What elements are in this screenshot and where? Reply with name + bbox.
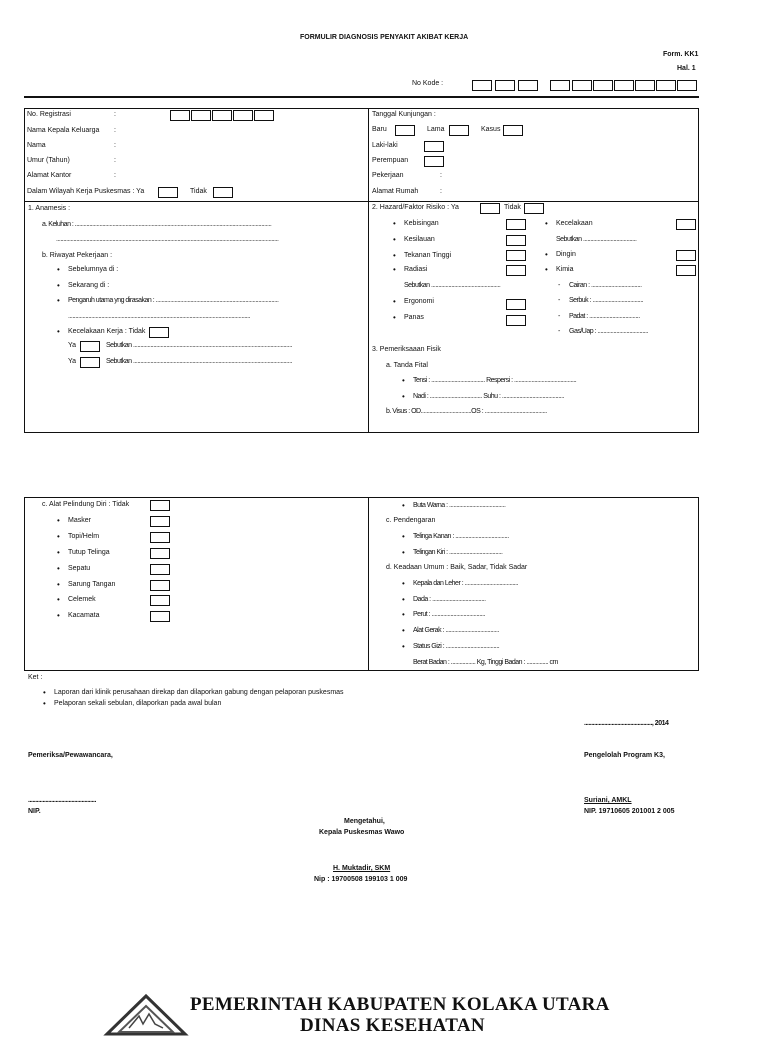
ket-label: Ket : [28,674,43,681]
pengelola-label: Pengelolah Program K3, [584,752,665,759]
mengetahui-label: Mengetahui, [344,818,385,825]
kepala-puskesmas-label: Kepala Puskesmas Wawo [319,829,405,836]
berat-badan-line: Berat Badan : ................. Kg, Tinggi Badan : ............... cm [413,659,558,666]
telinga-kiri-line: • Telingan Kiri : ..................................... [413,549,502,557]
colon: : [114,111,116,118]
pendengaran-label: c. Pendengaran [386,517,436,524]
lama-box[interactable] [449,125,469,136]
dada-line: • Dada : ..................................... [413,596,486,604]
baru-label: Baru [372,126,387,133]
nadi-line: • Nadi : .................................... Suhu : ........................................... [413,393,564,401]
hazard-title: 2. Hazard/Faktor Risiko : Ya [372,204,459,211]
hazard-tidak-box[interactable] [524,203,544,214]
sebutkan-kecelakaan: Sebutkan ..................................... [556,236,637,243]
ya-label: Ya [68,358,77,365]
telinga-kanan-line: • Telinga Kanan : ..................................... [413,533,509,541]
keluhan-line: a. Keluhan : ........................................................................................................................................ [42,221,272,228]
kode-box[interactable] [593,80,613,91]
registrasi-box[interactable] [191,110,211,121]
kacamata-box[interactable] [150,611,170,622]
form-code: Form. KK1 [663,51,699,58]
nama-kk-label: Nama Kepala Keluarga [27,127,100,134]
visus-line: b. Visus : OD...................................OS : ........................................... [386,408,547,415]
kode-box[interactable] [495,80,515,91]
pengaruh-line-2: .............................................................................................................................. [68,313,251,320]
form-title: FORMULIR DIAGNOSIS PENYAKIT AKIBAT KERJA [300,34,469,41]
alamat-kantor-label: Alamat Kantor [27,172,72,179]
padat-line: - Padat : ................................... [569,313,640,321]
perempuan-box[interactable] [424,156,444,167]
pemeriksa-label: Pemeriksa/Pewawancara, [28,752,113,759]
hazard-ya-box[interactable] [480,203,500,214]
kebisingan-label: • Kebisingan [404,220,439,228]
muktadir-name: H. Muktadir, SKM [333,865,391,872]
sepatu-box[interactable] [150,564,170,575]
column-divider-2 [368,497,369,671]
suriani-name: Suriani, AMKL [584,797,632,804]
status-gizi-line: • Status Gizi : ..................................... [413,643,499,651]
buta-warna-line: • Buta Warna : ....................................... [413,502,505,510]
kepala-leher-line: • Kepala dan Leher : ..................................... [413,580,518,588]
letterhead-line-1: PEMERINTAH KABUPATEN KOLAKA UTARA [190,994,610,1015]
wilayah-ya-box[interactable] [158,187,178,198]
tanggal-kunjungan-label: Tanggal Kunjungan : [372,111,436,118]
kecelakaan-ya-box[interactable] [80,341,100,352]
apd-title: c. Alat Pelindung Diri : Tidak [42,501,130,508]
kode-box[interactable] [572,80,592,91]
kebisingan-box[interactable] [506,219,526,230]
sebutkan-line: Sebutkan .............................................................................................................. [106,358,292,365]
pemeriksa-nip: NIP. [28,808,41,815]
second-form-frame [24,497,699,671]
kecelakaan-tidak-box[interactable] [149,327,169,338]
topi-label: • Topi/Helm [68,533,99,541]
pemeriksa-signature-line: ............................................... [28,797,96,804]
perempuan-label: Perempuan [372,157,409,164]
kimia-label: • Kimia [556,266,574,274]
kode-box[interactable] [472,80,492,91]
umur-label: Umur (Tahun) [27,157,70,164]
registrasi-box[interactable] [212,110,232,121]
column-divider [368,108,369,433]
wilayah-tidak-box[interactable] [213,187,233,198]
kecelakaan-kerja-label: • Kecelakaan Kerja : Tidak [68,328,145,336]
registrasi-box[interactable] [170,110,190,121]
radiasi-box[interactable] [506,265,526,276]
masker-label: • Masker [68,517,91,525]
colon: : [114,157,116,164]
laki-box[interactable] [424,141,444,152]
tutup-telinga-box[interactable] [150,548,170,559]
apd-tidak-box[interactable] [150,500,170,511]
colon: : [114,127,116,134]
kode-box[interactable] [518,80,538,91]
panas-box[interactable] [506,315,526,326]
kode-box[interactable] [614,80,634,91]
cairan-line: - Cairan : ................................... [569,282,642,290]
kecelakaan-ya-box[interactable] [80,357,100,368]
celemek-box[interactable] [150,595,170,606]
colon: : [440,188,442,195]
muktadir-nip: Nip : 19700508 199103 1 009 [314,876,408,883]
panas-label: • Panas [404,314,424,322]
sepatu-label: • Sepatu [68,565,90,573]
baru-box[interactable] [395,125,415,136]
kimia-box[interactable] [676,265,696,276]
anamnesis-title: 1. Anamesis : [28,205,71,212]
pekerjaan-label: Pekerjaan [372,172,404,179]
sebutkan-radiasi: Sebutkan ................................................ [404,282,501,289]
kecelakaan-hazard-label: • Kecelakaan [556,220,593,228]
colon: : [114,172,116,179]
tensi-line: • Tensi : ..................................... Respersi : ........................................... [413,377,576,385]
dingin-label: • Dingin [556,251,576,259]
serbuk-line: - Serbuk : ................................... [569,297,643,305]
ya-label: Ya [68,342,77,349]
sekarang-label: • Sekarang di : [68,282,109,290]
kode-box[interactable] [550,80,570,91]
tutup-telinga-label: • Tutup Telinga [68,549,110,557]
no-kode-label: No Kode : [412,80,444,87]
alamat-rumah-label: Alamat Rumah [372,188,419,195]
riwayat-label: b. Riwayat Pekerjaan : [42,252,113,259]
kasus-box[interactable] [503,125,523,136]
registrasi-box[interactable] [254,110,274,121]
alat-gerak-line: • Alat Gerak : ..................................... [413,627,499,635]
suriani-nip: NIP. 19710605 201001 2 005 [584,808,675,815]
tekanan-label: • Tekanan Tinggi [404,252,451,260]
emblem-logo [105,994,187,1054]
kesilauan-label: • Kesilauan [404,236,435,244]
kacamata-label: • Kacamata [68,612,100,620]
ergonomi-label: • Ergonomi [404,298,434,306]
sebutkan-line: Sebutkan .............................................................................................................. [106,342,292,349]
note-1: • Laporan dari klinik perusahaan direkap dan dilaporkan gabung dengan pelaporan puskesmas [54,689,344,697]
letterhead-line-2: DINAS KESEHATAN [300,1015,485,1036]
perut-line: • Perut : ..................................... [413,611,485,619]
kode-box[interactable] [635,80,655,91]
celemek-label: • Celemek [68,596,96,604]
masker-box[interactable] [150,516,170,527]
wilayah-label: Dalam Wilayah Kerja Puskesmas : Ya [27,188,145,195]
dingin-box[interactable] [676,250,696,261]
pemeriksaan-fisik-title: 3. Pemeriksaaan Fisik [372,346,441,353]
sarung-tangan-label: • Sarung Tangan [68,581,115,589]
sebelumnya-label: • Sebelumnya di : [68,266,118,274]
kecelakaan-hazard-box[interactable] [676,219,696,230]
tanda-fital-label: a. Tanda Fital [386,362,428,369]
hazard-tidak-label: Tidak [504,204,521,211]
wilayah-tidak-label: Tidak [190,188,207,195]
kode-box[interactable] [656,80,676,91]
colon: : [114,142,116,149]
tekanan-box[interactable] [506,250,526,261]
kesilauan-box[interactable] [506,235,526,246]
keluhan-line-2: .......................................................................................................................................................... [56,236,279,243]
page-number: Hal. 1 [677,65,696,72]
gas-line: - Gas/Uap : ................................... [569,328,648,336]
topi-box[interactable] [150,532,170,543]
signature-date: ..............................................., 2014 [584,720,669,727]
colon: : [440,172,442,179]
section-divider [24,201,699,202]
kode-box[interactable] [677,80,697,91]
pengaruh-line: • Pengaruh utama yng dirasakan : ..................................................................................... [68,297,364,305]
lama-label: Lama [427,126,445,133]
ergonomi-box[interactable] [506,299,526,310]
sarung-tangan-box[interactable] [150,580,170,591]
no-registrasi-label: No. Registrasi [27,111,71,118]
radiasi-label: • Radiasi [404,266,427,274]
registrasi-box[interactable] [233,110,253,121]
main-form-frame [24,108,699,433]
keadaan-umum-label: d. Keadaan Umum : Baik, Sadar, Tidak Sadar [386,564,528,571]
top-rule [24,96,699,98]
note-2: • Pelaporan sekali sebulan, dilaporkan pada awal bulan [54,700,221,708]
laki-label: Laki-laki [372,142,398,149]
nama-label: Nama [27,142,46,149]
kasus-label: Kasus [481,126,501,133]
